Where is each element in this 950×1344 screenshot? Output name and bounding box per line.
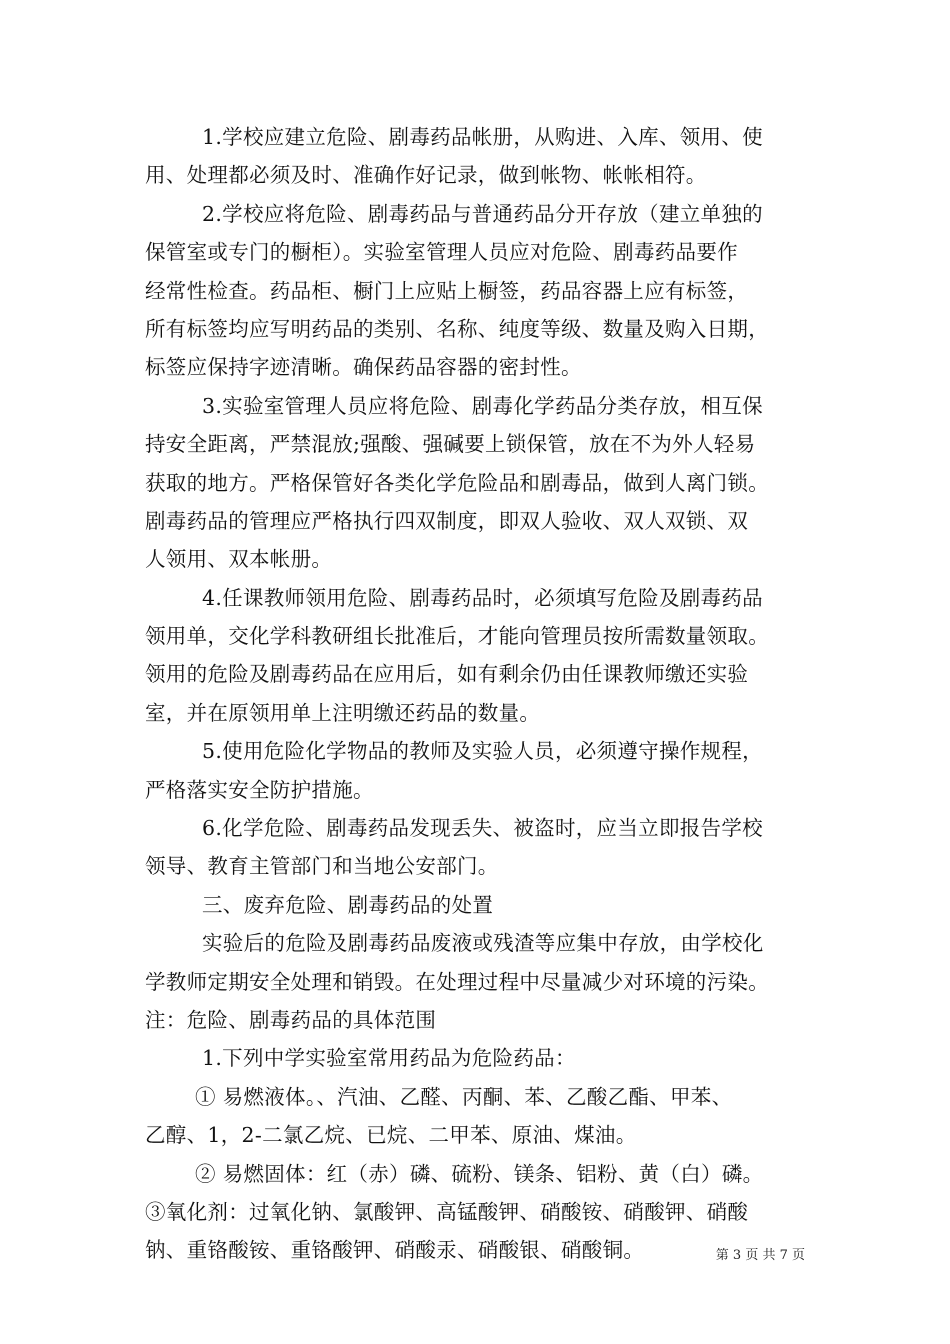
paragraph-line: 2.学校应将危险、剧毒药品与普通药品分开存放（建立单独的 [202,201,763,226]
paragraph-line: 乙醇、1，2-二氯乙烷、已烷、二甲苯、原油、煤油。 [145,1123,637,1148]
paragraph-line: 用、处理都必须及时、准确作好记录，做到帐物、帐帐相符。 [145,163,707,188]
paragraph-line: 钠、重铬酸铵、重铬酸钾、硝酸汞、硝酸银、硝酸铜。 [145,1238,645,1263]
paragraph-line: 学教师定期安全处理和销毁。在处理过程中尽量减少对环境的污染。 [145,969,769,994]
section-heading: 三、废弃危险、剧毒药品的处置 [202,892,494,917]
page-number: 第 3 页 共 7 页 [715,1248,805,1263]
paragraph-line: 所有标签均应写明药品的类别、名称、纯度等级、数量及购入日期， [145,316,769,341]
paragraph-line: 1.学校应建立危险、剧毒药品帐册，从购进、入库、领用、使 [202,125,763,149]
paragraph-line: 领用单，交化学科教研组长批准后，才能向管理员按所需数量领取。 [145,624,769,649]
paragraph-line: 标签应保持字迹清晰。确保药品容器的密封性。 [145,355,582,380]
paragraph-line: 领用的危险及剧毒药品在应用后，如有剩余仍由任课教师缴还实验 [145,662,749,687]
paragraph-line: 实验后的危险及剧毒药品废液或残渣等应集中存放，由学校化 [202,931,764,956]
paragraph-line: 经常性检查。药品柜、橱门上应贴上橱签，药品容器上应有标签， [145,278,749,303]
paragraph-line: 室，并在原领用单上注明缴还药品的数量。 [145,700,541,725]
list-item: ① 易燃液体。、汽油、乙醛、丙酮、苯、乙酸乙酯、甲苯、 [195,1084,733,1109]
paragraph-line: 6.化学危险、剧毒药品发现丢失、被盗时，应当立即报告学校 [202,816,763,841]
paragraph-line: 保管室或专门的橱柜）。实验室管理人员应对危险、剧毒药品要作 [145,240,738,265]
note-heading: 注：危险、剧毒药品的具体范围 [145,1007,437,1032]
paragraph-line: 剧毒药品的管理应严格执行四双制度，即双人验收、双人双锁、双 [145,508,749,533]
paragraph-line: 4.任课教师领用危险、剧毒药品时，必须填写危险及剧毒药品 [202,585,763,610]
list-item: ③氧化剂：过氧化钠、氯酸钾、高锰酸钾、硝酸铵、硝酸钾、硝酸 [145,1199,749,1224]
paragraph-line: 3.实验室管理人员应将危险、剧毒化学药品分类存放，相互保 [202,393,763,418]
paragraph-line: 获取的地方。严格保管好各类化学危险品和剧毒品，做到人离门锁。 [145,470,769,495]
paragraph-line: 人领用、双本帐册。 [145,547,333,572]
paragraph-line: 严格落实安全防护措施。 [145,777,374,802]
paragraph-line: 1.下列中学实验室常用药品为危险药品： [202,1046,576,1071]
paragraph-line: 领导、教育主管部门和当地公安部门。 [145,854,499,879]
paragraph-line: 持安全距离，严禁混放;强酸、强碱要上锁保管，放在不为外人轻易 [145,432,756,457]
document-body [145,118,825,1270]
paragraph-line: 5.使用危险化学物品的教师及实验人员，必须遵守操作规程， [202,739,763,764]
list-item: ② 易燃固体：红（赤）磷、硫粉、镁条、铝粉、黄（白）磷。 [195,1161,764,1186]
